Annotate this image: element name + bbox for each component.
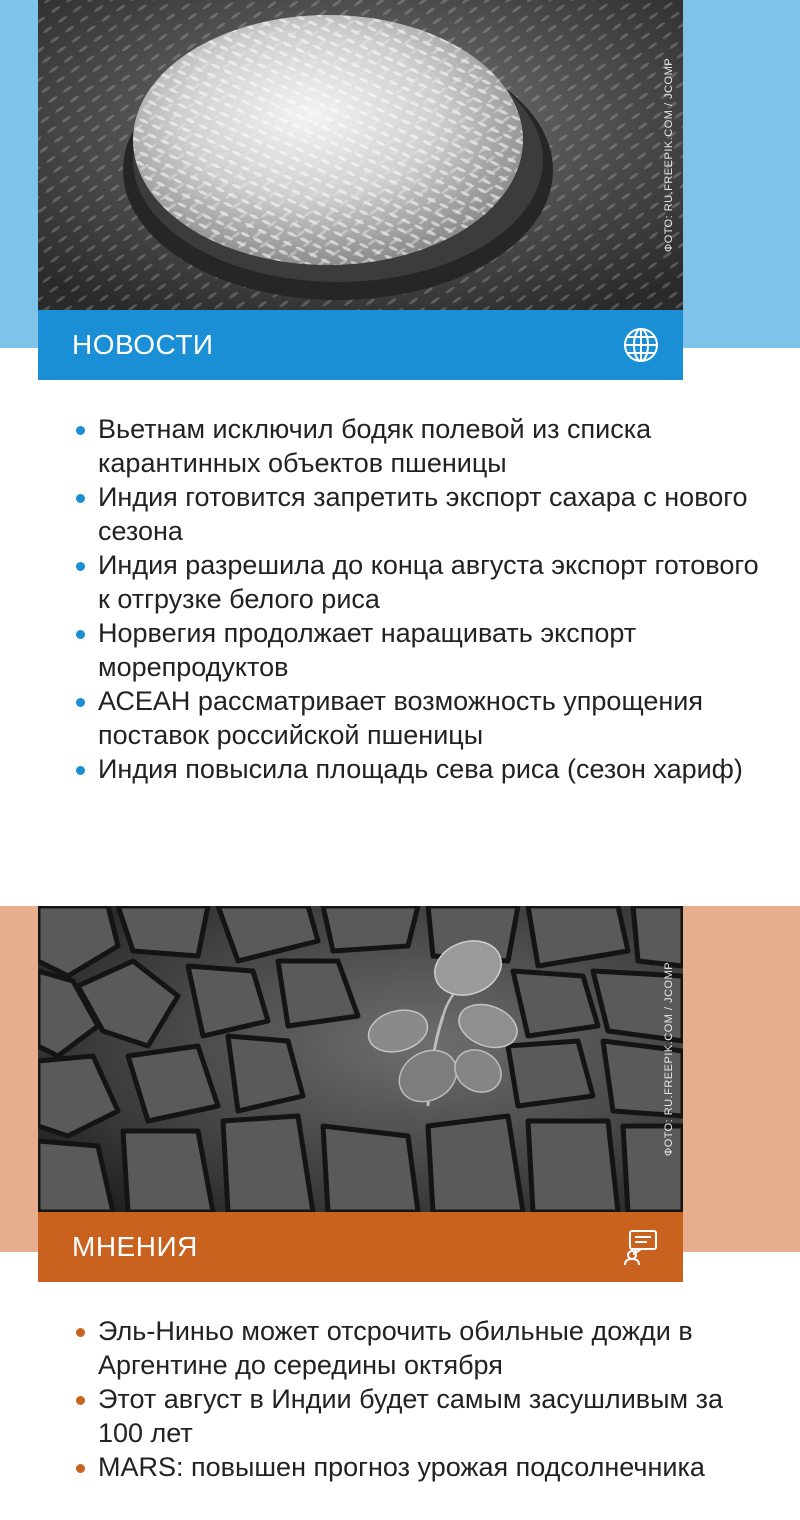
news-photo-rice bbox=[38, 0, 683, 310]
opinions-list bbox=[74, 1314, 764, 1484]
list-item[interactable]: Индия готовится запретить экспорт сахара с нового сезона bbox=[74, 480, 764, 548]
globe-icon bbox=[621, 325, 661, 365]
list-item[interactable]: АСЕАН рассматривает возможность упрощения поставок российской пшеницы bbox=[74, 684, 764, 752]
bullet-dot bbox=[76, 698, 85, 707]
bullet-dot bbox=[76, 562, 85, 571]
opinions-photo-dry-soil bbox=[38, 906, 683, 1212]
cracked-soil-sprout-illustration bbox=[38, 906, 683, 1212]
bullet-dot bbox=[76, 1328, 85, 1337]
bullet-dot bbox=[76, 1396, 85, 1405]
bullet-dot bbox=[76, 426, 85, 435]
bullet-dot bbox=[76, 630, 85, 639]
news-header-title: НОВОСТИ bbox=[72, 329, 214, 360]
speech-person-icon bbox=[621, 1227, 661, 1267]
bullet-dot bbox=[76, 494, 85, 503]
list-item[interactable]: Индия разрешила до конца августа экспорт готового к отгрузке белого риса bbox=[74, 548, 764, 616]
list-item[interactable]: MARS: повышен прогноз урожая подсолнечника bbox=[74, 1450, 764, 1484]
news-photo-credit: ФОТО: RU.FREEPIK.COM / JCOMP bbox=[663, 57, 675, 253]
list-item[interactable]: Эль-Ниньо может отсрочить обильные дожди в Аргентине до середины октября bbox=[74, 1314, 764, 1382]
news-header-bar bbox=[38, 310, 683, 380]
list-item[interactable]: Норвегия продолжает наращивать экспорт морепродуктов bbox=[74, 616, 764, 684]
opinions-header-bar bbox=[38, 1212, 683, 1282]
news-list bbox=[74, 412, 764, 786]
list-item[interactable]: Этот август в Индии будет самым засушливым за 100 лет bbox=[74, 1382, 764, 1450]
bullet-dot bbox=[76, 766, 85, 775]
list-item[interactable]: Индия повысила площадь сева риса (сезон хариф) bbox=[74, 752, 764, 786]
rice-bowl-illustration bbox=[38, 0, 683, 310]
list-item[interactable]: Вьетнам исключил бодяк полевой из списка карантинных объектов пшеницы bbox=[74, 412, 764, 480]
bullet-dot bbox=[76, 1464, 85, 1473]
opinions-header-title: МНЕНИЯ bbox=[72, 1231, 198, 1262]
opinions-photo-credit: ФОТО: RU.FREEPIK.COM / JCOMP bbox=[663, 961, 675, 1157]
